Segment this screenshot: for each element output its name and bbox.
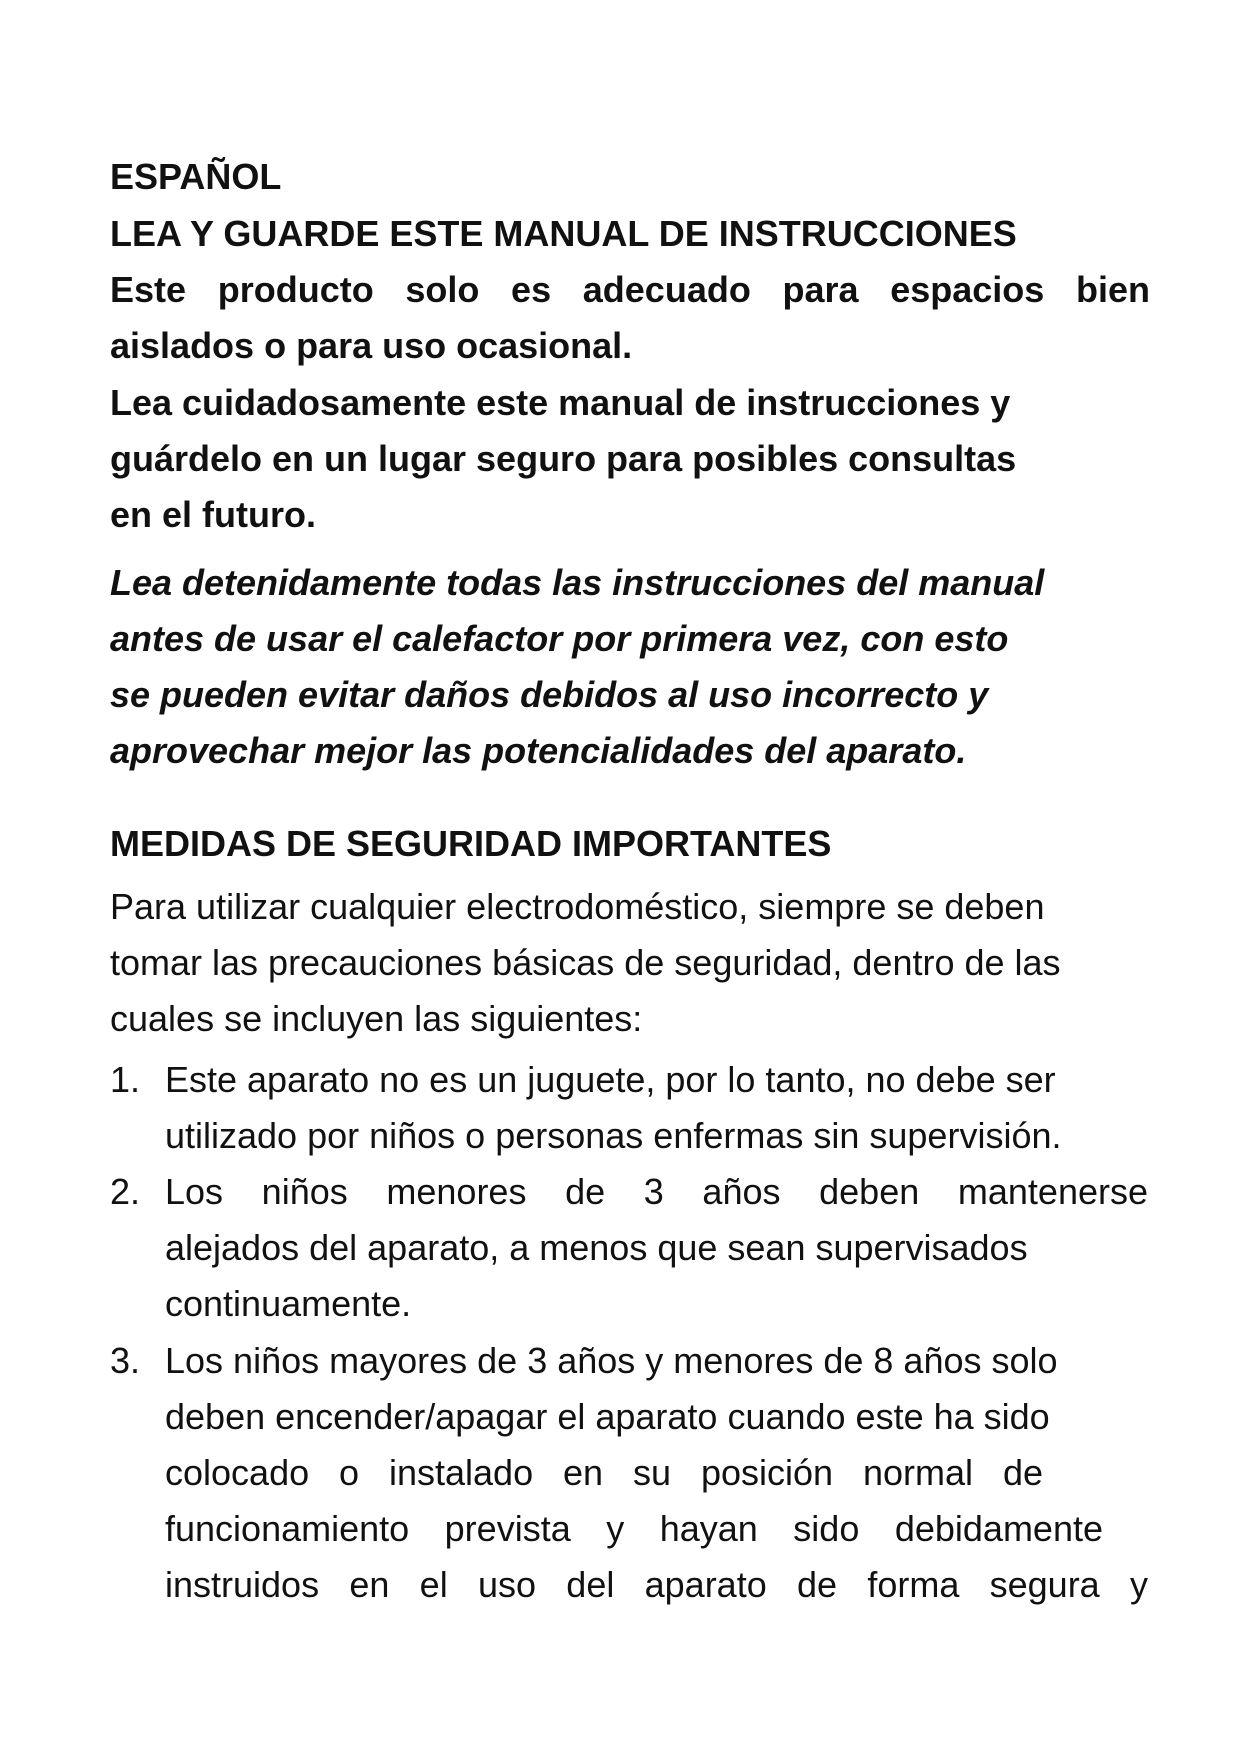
safety-intro-line: tomar las precauciones básicas de seguridad, dentro de las bbox=[110, 942, 1061, 983]
main-title: LEA Y GUARDE ESTE MANUAL DE INSTRUCCIONES bbox=[110, 213, 1017, 254]
safety-intro-line: cuales se incluyen las siguientes: bbox=[110, 998, 643, 1039]
list-item-line: Este aparato no es un juguete, por lo tanto, no debe ser bbox=[165, 1059, 1056, 1100]
list-item-line: funcionamiento prevista y hayan sido debidamente bbox=[165, 1508, 1103, 1549]
intro-bold-line: guárdelo en un lugar seguro para posibles consultas bbox=[110, 438, 1017, 479]
intro-bold-line: aislados o para uso ocasional. bbox=[110, 325, 633, 366]
safety-intro-line: Para utilizar cualquier electrodoméstico, siempre se deben bbox=[110, 886, 1045, 927]
intro-bold-line: en el futuro. bbox=[110, 494, 316, 535]
language-heading: ESPAÑOL bbox=[110, 156, 282, 197]
intro-bold-line: Lea cuidadosamente este manual de instrucciones y bbox=[110, 382, 1011, 423]
intro-italic-line: se pueden evitar daños debidos al uso incorrecto y bbox=[110, 674, 989, 715]
list-item-line: Los niños mayores de 3 años y menores de 8 años solo bbox=[165, 1340, 1058, 1381]
safety-heading: MEDIDAS DE SEGURIDAD IMPORTANTES bbox=[110, 823, 832, 864]
intro-italic-line: Lea detenidamente todas las instrucciones del manual bbox=[110, 562, 1045, 603]
intro-bold-line: Este producto solo es adecuado para espacios bien bbox=[110, 269, 1150, 310]
intro-italic-line: antes de usar el calefactor por primera vez, con esto bbox=[110, 618, 1009, 659]
list-item-line: alejados del aparato, a menos que sean supervisados bbox=[165, 1227, 1028, 1268]
list-item-line: deben encender/apagar el aparato cuando este ha sido bbox=[165, 1396, 1050, 1437]
list-item-line: colocado o instalado en su posición normal de bbox=[165, 1452, 1043, 1493]
list-item-number: 3. bbox=[110, 1340, 141, 1381]
list-item-line: instruidos en el uso del aparato de forma segura y bbox=[165, 1564, 1148, 1605]
list-item-line: Los niños menores de 3 años deben mantenerse bbox=[165, 1171, 1148, 1212]
list-item-number: 2. bbox=[110, 1171, 141, 1212]
list-item-line: utilizado por niños o personas enfermas sin supervisión. bbox=[165, 1115, 1062, 1156]
intro-italic-line: aprovechar mejor las potencialidades del aparato. bbox=[110, 730, 967, 771]
list-item-number: 1. bbox=[110, 1059, 141, 1100]
list-item-line: continuamente. bbox=[165, 1283, 412, 1324]
